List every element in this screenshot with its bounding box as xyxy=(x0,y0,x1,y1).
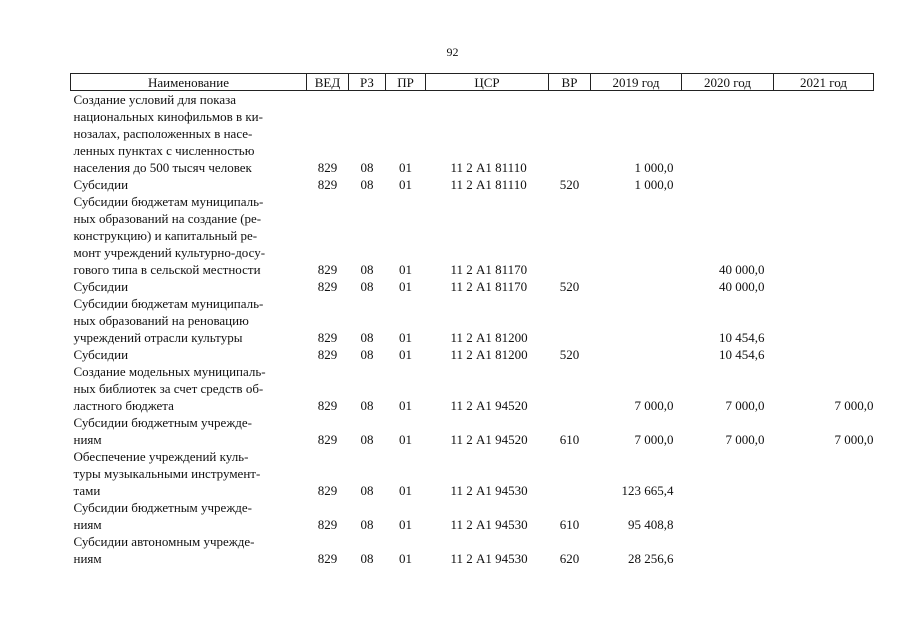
table-row xyxy=(71,91,874,177)
row-pr-cell: 01 xyxy=(399,177,412,192)
row-vr-cell xyxy=(549,91,591,177)
row-rz-cell: 08 xyxy=(360,398,374,413)
row-csr-cell: 11 2 А1 94530 xyxy=(450,551,528,566)
row-2021-cell xyxy=(774,91,874,177)
row-rz-cell: 08 xyxy=(360,262,374,277)
row-ved-cell: 829 xyxy=(317,551,338,566)
row-csr-cell: 11 2 А1 81170 xyxy=(450,279,528,294)
column-header-2021: 2021 год xyxy=(774,74,874,91)
row-name-line: ниям xyxy=(73,517,102,532)
row-2021-cell xyxy=(774,346,874,363)
row-2020-cell: 10 454,6 xyxy=(719,347,765,362)
row-ved-cell: 829 xyxy=(317,160,338,175)
row-ved-cell: 829 xyxy=(317,279,338,294)
row-pr-cell: 01 xyxy=(399,347,412,362)
row-name-line: Обеспечение учреждений куль- xyxy=(73,449,249,464)
row-vr-cell xyxy=(549,363,591,414)
row-name-line: Субсидии бюджетам муниципаль- xyxy=(73,194,264,209)
row-name-cell xyxy=(71,193,307,278)
row-vr-cell xyxy=(549,295,591,346)
row-2020-cell xyxy=(682,533,774,567)
row-2021-cell: 7 000,0 xyxy=(834,398,874,413)
row-name-line: туры музыкальными инструмент- xyxy=(73,466,261,481)
row-rz-cell: 08 xyxy=(360,160,374,175)
row-vr-cell: 610 xyxy=(559,432,580,447)
row-name-cell xyxy=(71,363,307,414)
row-csr-cell: 11 2 А1 81200 xyxy=(450,330,528,345)
row-name-line: ных библиотек за счет средств об- xyxy=(73,381,264,396)
row-ved-cell: 829 xyxy=(317,347,338,362)
row-name-line: нозалах, расположенных в насе- xyxy=(73,126,253,141)
column-header-rz: РЗ xyxy=(349,74,386,91)
row-2020-cell: 7 000,0 xyxy=(725,432,765,447)
row-ved-cell: 829 xyxy=(317,483,338,498)
row-rz-cell: 08 xyxy=(360,330,374,345)
row-2020-cell xyxy=(682,91,774,177)
row-pr-cell: 01 xyxy=(399,432,412,447)
row-pr-cell: 01 xyxy=(399,517,412,532)
budget-table xyxy=(70,73,874,567)
column-header-2019: 2019 год xyxy=(591,74,682,91)
row-pr-cell: 01 xyxy=(399,279,412,294)
row-name-cell xyxy=(71,414,307,448)
row-vr-cell xyxy=(549,193,591,278)
row-name-line: национальных кинофильмов в ки- xyxy=(73,109,263,124)
row-2019-cell: 7 000,0 xyxy=(634,432,674,447)
row-pr-cell: 01 xyxy=(399,330,412,345)
row-2021-cell xyxy=(774,176,874,193)
row-pr-cell: 01 xyxy=(399,160,412,175)
row-csr-cell: 11 2 А1 94530 xyxy=(450,483,528,498)
row-name-line: тами xyxy=(73,483,101,498)
row-name-line: Субсидии автономным учрежде- xyxy=(73,534,255,549)
row-2020-cell: 40 000,0 xyxy=(719,279,765,294)
row-csr-cell: 11 2 А1 81170 xyxy=(450,262,528,277)
row-rz-cell: 08 xyxy=(360,347,374,362)
table-row xyxy=(71,193,874,278)
row-name-line: учреждений отрасли культуры xyxy=(73,330,243,345)
row-name-line: конструкцию) и капитальный ре- xyxy=(73,228,258,243)
row-name-line: Субсидии xyxy=(73,347,129,362)
table-row xyxy=(71,533,874,567)
row-vr-cell: 610 xyxy=(559,517,580,532)
column-header-vr: ВР xyxy=(549,74,591,91)
row-rz-cell: 08 xyxy=(360,551,374,566)
row-2020-cell: 7 000,0 xyxy=(725,398,765,413)
row-2019-cell: 1 000,0 xyxy=(634,177,674,192)
row-2019-cell: 123 665,4 xyxy=(621,483,674,498)
row-vr-cell xyxy=(549,448,591,499)
row-name-cell xyxy=(71,91,307,177)
row-vr-cell: 520 xyxy=(559,177,580,192)
row-2020-cell: 40 000,0 xyxy=(719,262,765,277)
row-2020-cell: 10 454,6 xyxy=(719,330,765,345)
row-2019-cell: 95 408,8 xyxy=(628,517,674,532)
row-2019-cell: 1 000,0 xyxy=(634,160,674,175)
table-body xyxy=(71,91,874,568)
row-name-line: гового типа в сельской местности xyxy=(73,262,261,277)
row-name-cell xyxy=(71,533,307,567)
row-name-line: Субсидии бюджетным учрежде- xyxy=(73,500,253,515)
row-rz-cell: 08 xyxy=(360,177,374,192)
row-ved-cell: 829 xyxy=(317,432,338,447)
row-name-cell xyxy=(71,278,307,295)
table-row xyxy=(71,448,874,499)
column-header-ved: ВЕД xyxy=(307,74,349,91)
row-name-cell xyxy=(71,448,307,499)
row-ved-cell: 829 xyxy=(317,398,338,413)
table-header-row xyxy=(71,74,874,91)
row-2021-cell: 7 000,0 xyxy=(834,432,874,447)
row-2021-cell xyxy=(774,193,874,278)
row-2021-cell xyxy=(774,499,874,533)
row-name-line: ластного бюджета xyxy=(73,398,174,413)
row-2019-cell xyxy=(591,295,682,346)
row-pr-cell: 01 xyxy=(399,262,412,277)
row-name-line: ниям xyxy=(73,551,102,566)
row-name-line: ных образований на создание (ре- xyxy=(73,211,262,226)
row-pr-cell: 01 xyxy=(399,551,412,566)
row-ved-cell: 829 xyxy=(317,330,338,345)
row-2019-cell xyxy=(591,278,682,295)
row-pr-cell: 01 xyxy=(399,398,412,413)
row-ved-cell: 829 xyxy=(317,262,338,277)
row-2019-cell: 28 256,6 xyxy=(628,551,674,566)
row-name-line: ных образований на реновацию xyxy=(73,313,249,328)
row-csr-cell: 11 2 А1 81200 xyxy=(450,347,528,362)
row-vr-cell: 520 xyxy=(559,279,580,294)
row-2021-cell xyxy=(774,448,874,499)
row-rz-cell: 08 xyxy=(360,483,374,498)
row-2020-cell xyxy=(682,176,774,193)
row-2019-cell: 7 000,0 xyxy=(634,398,674,413)
row-name-line: Субсидии бюджетным учрежде- xyxy=(73,415,253,430)
row-2019-cell xyxy=(591,346,682,363)
column-header-name: Наименование xyxy=(71,74,307,91)
row-name-cell xyxy=(71,295,307,346)
row-name-cell xyxy=(71,176,307,193)
table-row xyxy=(71,414,874,448)
row-2019-cell xyxy=(591,193,682,278)
row-name-line: ниям xyxy=(73,432,102,447)
column-header-pr: ПР xyxy=(386,74,426,91)
row-csr-cell: 11 2 А1 81110 xyxy=(450,160,527,175)
row-csr-cell: 11 2 А1 94520 xyxy=(450,398,528,413)
row-name-cell xyxy=(71,499,307,533)
row-ved-cell: 829 xyxy=(317,517,338,532)
table-row xyxy=(71,346,874,363)
row-2020-cell xyxy=(682,499,774,533)
table-row xyxy=(71,499,874,533)
row-name-line: монт учреждений культурно-досу- xyxy=(73,245,266,260)
row-name-line: Субсидии xyxy=(73,279,129,294)
row-name-line: Создание условий для показа xyxy=(73,92,237,107)
row-name-line: Субсидии xyxy=(73,177,129,192)
row-name-line: населения до 500 тысяч человек xyxy=(73,160,252,175)
page-number: 92 xyxy=(446,45,459,59)
row-vr-cell: 520 xyxy=(559,347,580,362)
column-header-2020: 2020 год xyxy=(682,74,774,91)
row-csr-cell: 11 2 А1 94520 xyxy=(450,432,528,447)
row-vr-cell: 620 xyxy=(559,551,580,566)
row-2021-cell xyxy=(774,278,874,295)
row-csr-cell: 11 2 А1 81110 xyxy=(450,177,527,192)
table-row xyxy=(71,278,874,295)
row-pr-cell: 01 xyxy=(399,483,412,498)
row-ved-cell: 829 xyxy=(317,177,338,192)
row-name-line: ленных пунктах с численностью xyxy=(73,143,255,158)
table-row xyxy=(71,363,874,414)
row-2021-cell xyxy=(774,295,874,346)
row-rz-cell: 08 xyxy=(360,432,374,447)
row-name-line: Субсидии бюджетам муниципаль- xyxy=(73,296,264,311)
row-rz-cell: 08 xyxy=(360,279,374,294)
row-2021-cell xyxy=(774,533,874,567)
column-header-csr: ЦСР xyxy=(426,74,549,91)
row-csr-cell: 11 2 А1 94530 xyxy=(450,517,528,532)
row-rz-cell: 08 xyxy=(360,517,374,532)
table-row xyxy=(71,176,874,193)
row-2020-cell xyxy=(682,448,774,499)
row-name-cell xyxy=(71,346,307,363)
row-name-line: Создание модельных муниципаль- xyxy=(73,364,266,379)
table-row xyxy=(71,295,874,346)
